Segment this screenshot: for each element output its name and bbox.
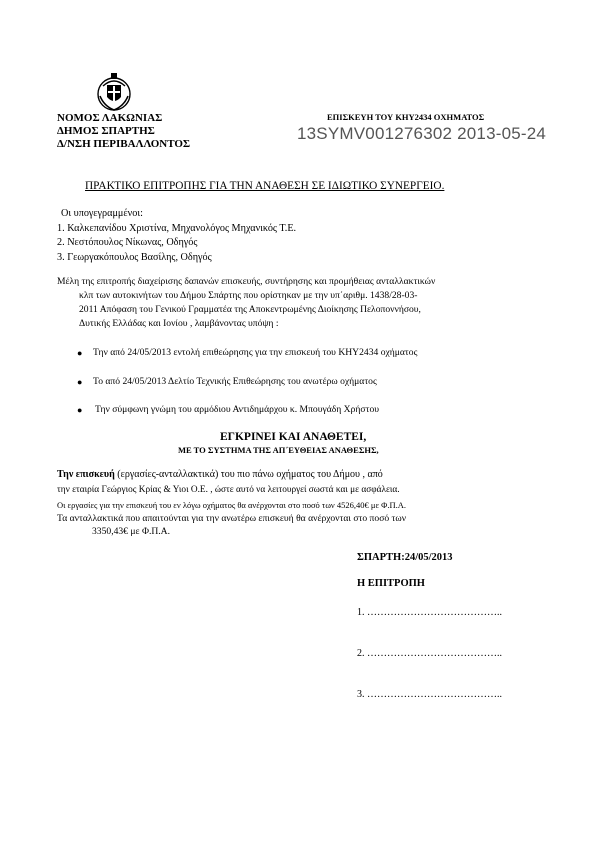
signatories-intro: Οι υπογεγραμμένοι: — [61, 208, 143, 219]
place-date: ΣΠΑΡΤΗ:24/05/2013 — [357, 552, 453, 563]
award-line-4: Τα ανταλλακτικά που απαιτούνται για την ανωτέρω επισκευή θα ανέρχονται στο ποσό των — [57, 513, 407, 524]
award-lead: Την επισκευή — [57, 469, 115, 480]
decision-subheading: ΜΕ ΤΟ ΣΥΣΤΗΜΑ ΤΗΣ ΑΠ΄ΕΥΘΕΙΑΣ ΑΝΑΘΕΣΗΣ, — [178, 445, 379, 455]
bullet-item: Την από 24/05/2013 εντολή επιθεώρησης για την επισκευή του ΚΗΥ2434 οχήματος — [93, 347, 418, 358]
award-line-rest: (εργασίες-ανταλλακτικά) του πιο πάνω οχήματος του Δήμου , από — [114, 469, 383, 480]
paragraph-line: Μέλη της επιτροπής διαχείρισης δαπανών επισκευής, συντήρησης και προμήθειας ανταλλακτικών — [57, 276, 436, 287]
committee-label: Η ΕΠΙΤΡΟΠΗ — [357, 578, 425, 589]
paragraph-line: κλπ των αυτοκινήτων του Δήμου Σπάρτης που ορίστηκαν με την υπ΄αριθμ. 1438/28-03- — [79, 290, 418, 301]
decision-heading: ΕΓΚΡΙΝΕΙ ΚΑΙ ΑΝΑΘΕΤΕΙ, — [220, 431, 367, 443]
greek-emblem-icon — [96, 72, 132, 112]
signatory-item: 1. Καλκεπανίδου Χριστίνα, Μηχανολόγος Μηχανικός Τ.Ε. — [57, 222, 297, 234]
committee-paragraph — [57, 275, 435, 331]
award-line-2: την εταιρία Γεώργιος Κρίας & Υιοι Ο.Ε. , ώστε αυτό να λειτουργεί σωστά και με ασφάλεια. — [57, 485, 400, 495]
org-line: ΔΗΜΟΣ ΣΠΑΡΤΗΣ — [57, 125, 155, 137]
bullet-marker: ● — [77, 405, 83, 415]
bullet-marker: ● — [77, 377, 83, 387]
bullet-item: Το από 24/05/2013 Δελτίο Τεχνικής Επιθεώρησης του ανωτέρω οχήματος — [93, 376, 377, 387]
bullet-marker: ● — [77, 348, 83, 358]
signatory-item: 3. Γεωργακόπουλος Βασίλης, Οδηγός — [57, 251, 212, 263]
paragraph-line: Δυτικής Ελλάδας και Ιονίου , λαμβάνοντας υπόψη : — [79, 318, 279, 329]
paragraph-line: 2011 Απόφαση του Γενικού Γραμματέα της Αποκεντρωμένης Διοίκησης Πελοποννήσου, — [79, 304, 421, 315]
subject-line: ΕΠΙΣΚΕΥΗ ΤΟΥ ΚΗΥ2434 ΟΧΗΜΑΤΟΣ — [327, 112, 485, 122]
org-header — [57, 112, 190, 151]
signatories-block — [57, 207, 296, 265]
signature-line-1: 1. ………………………………….. — [357, 607, 502, 618]
signature-line-2: 2. ………………………………….. — [357, 648, 502, 659]
bullet-item: Την σύμφωνη γνώμη του αρμόδιου Αντιδημάρχου κ. Μπουγάδη Χρήστου — [95, 404, 379, 415]
signature-line-3: 3. ………………………………….. — [357, 689, 502, 700]
award-line-5: 3350,43€ με Φ.Π.Α. — [92, 526, 171, 537]
ada-stamp: 13SYMV001276302 2013-05-24 — [297, 124, 547, 143]
signatory-item: 2. Νεστόπουλος Νίκωνας, Οδηγός — [57, 237, 198, 248]
award-line-3: Οι εργασίες για την επισκευή του εν λόγω οχήματος θα ανέρχονται στο ποσό των 4526,40€ με Φ.Π.Α. — [57, 500, 407, 510]
document-title: ΠΡΑΚΤΙΚΟ ΕΠΙΤΡΟΠΗΣ ΓΙΑ ΤΗΝ ΑΝΑΘΕΣΗ ΣΕ ΙΔΙΩΤΙΚΟ ΣΥΝΕΡΓΕΙΟ. — [85, 180, 445, 192]
award-line-1 — [57, 469, 383, 480]
org-line: Δ/ΝΣΗ ΠΕΡΙΒΑΛΛΟΝΤΟΣ — [57, 138, 191, 150]
org-line: ΝΟΜΟΣ ΛΑΚΩΝΙΑΣ — [57, 112, 163, 124]
